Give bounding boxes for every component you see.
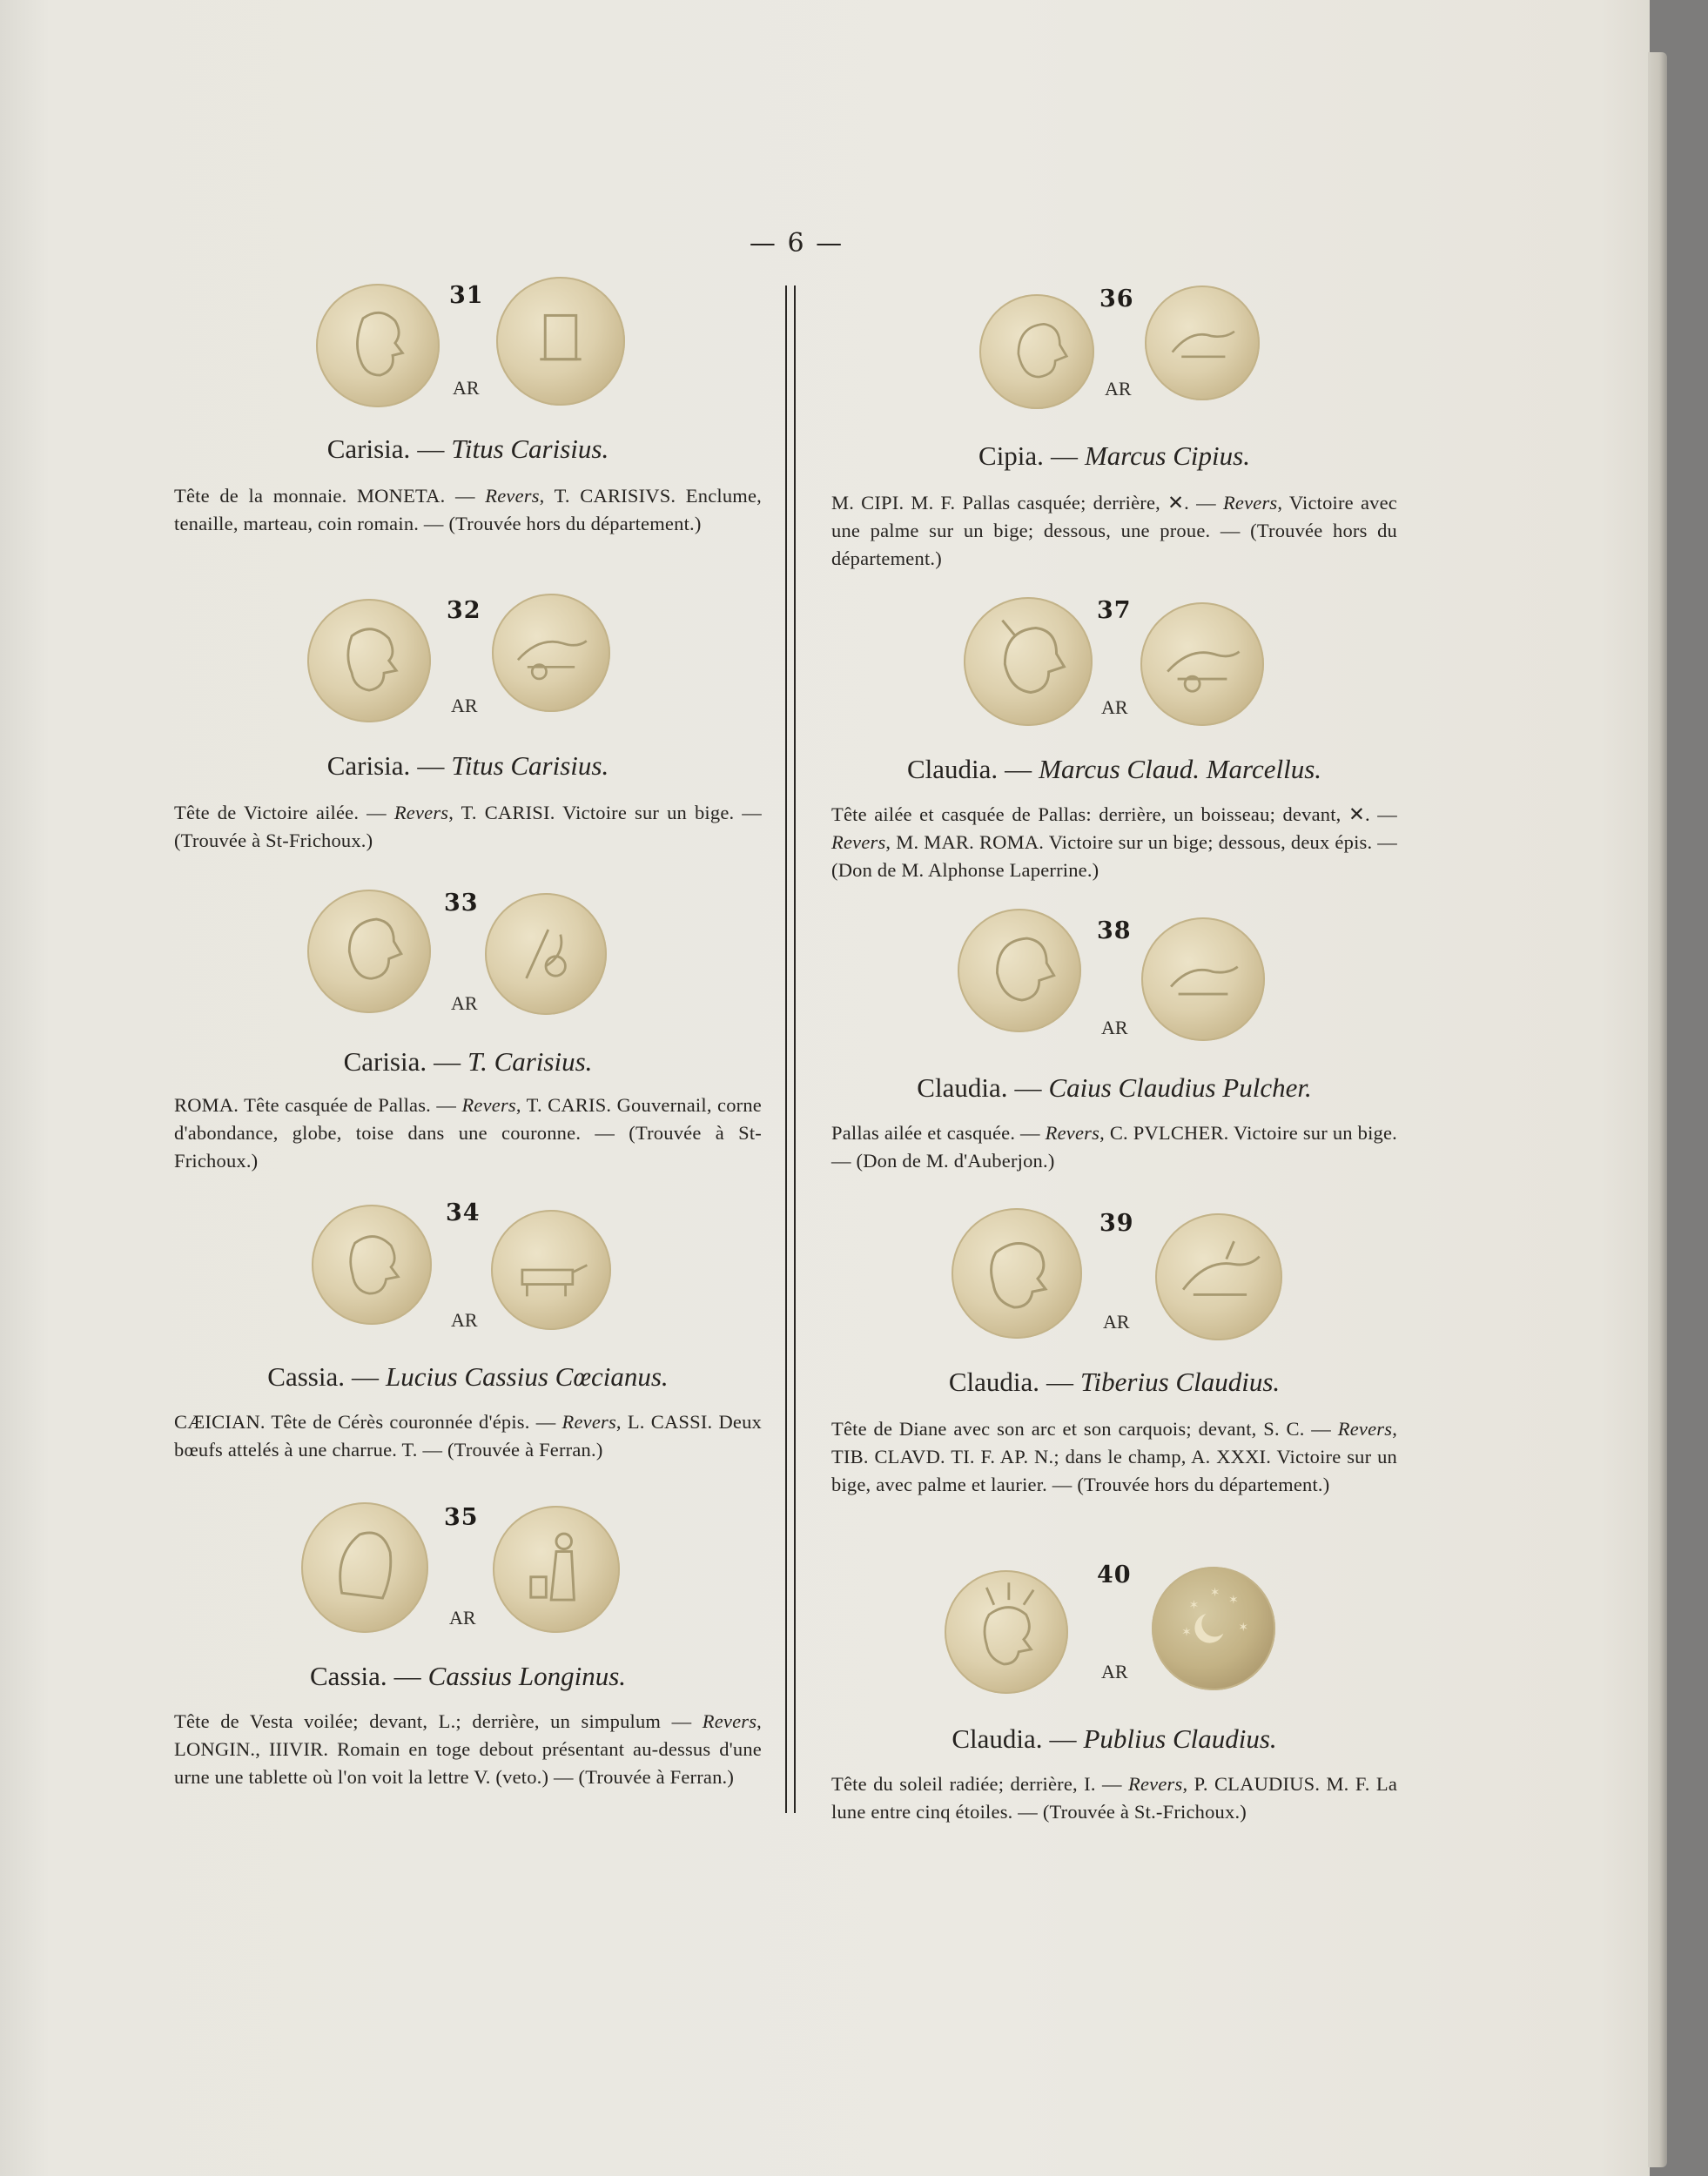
coin-images bbox=[174, 277, 762, 416]
coin-obverse-image bbox=[307, 890, 431, 1013]
description-part: Tête de Diane avec son arc et son carquois; devant, S. C. — bbox=[831, 1418, 1332, 1440]
revers-label: Revers bbox=[1128, 1773, 1183, 1795]
description-part: , L. CASSI. Deux bœufs attelés à une charrue. T. — (Trouvée à Ferran.) bbox=[174, 1411, 762, 1461]
coin-metal: AR bbox=[1101, 696, 1128, 718]
coin-reverse-image bbox=[492, 594, 610, 712]
coin-images bbox=[831, 592, 1397, 731]
family-name: Claudia. bbox=[906, 754, 999, 784]
description-part: CÆICIAN. Tête de Cérès couronnée d'épis. — bbox=[174, 1411, 556, 1433]
revers-label: Revers bbox=[831, 831, 886, 853]
coin-metal: AR bbox=[449, 1607, 476, 1629]
page-edge bbox=[1648, 52, 1667, 2167]
head-profile-icon bbox=[307, 599, 431, 722]
coin-obverse-image bbox=[958, 909, 1081, 1032]
head-profile-icon bbox=[316, 284, 440, 407]
moon-stars-icon bbox=[1152, 1567, 1275, 1690]
family-name: Claudia. bbox=[917, 1072, 1008, 1103]
coin-number: 37 bbox=[1097, 597, 1132, 624]
coin-obverse-image bbox=[945, 1570, 1068, 1694]
title-dash: — bbox=[393, 1661, 421, 1691]
entry-title bbox=[831, 1723, 1397, 1755]
oxen-plough-icon bbox=[491, 1210, 611, 1330]
coin-images bbox=[831, 280, 1397, 420]
coin-images bbox=[174, 881, 762, 1020]
coin-entry bbox=[831, 903, 1397, 1175]
entry-title bbox=[174, 1046, 762, 1078]
revers-label: Revers bbox=[1337, 1418, 1393, 1440]
coin-number: 36 bbox=[1099, 285, 1134, 312]
description-part: , T. CARIS. Gouvernail, corne d'abondance, globe, toise dans une couronne. — (Trouvée à St-Frichoux.) bbox=[174, 1094, 762, 1172]
coin-entry bbox=[831, 280, 1397, 573]
coin-metal: AR bbox=[1103, 1311, 1130, 1333]
entry-title bbox=[831, 440, 1397, 472]
description-part: , P. CLAUDIUS. M. F. La lune entre cinq étoiles. — (Trouvée à St.-Frichoux.) bbox=[831, 1773, 1397, 1823]
description-part: M. CIPI. M. F. Pallas casquée; derrière, ✕. — bbox=[831, 492, 1216, 514]
coin-metal: AR bbox=[451, 695, 478, 716]
title-dash: — bbox=[1049, 1723, 1077, 1754]
description-part: ROMA. Tête casquée de Pallas. — bbox=[174, 1094, 457, 1116]
title-dash: — bbox=[351, 1361, 379, 1392]
coin-obverse-image bbox=[301, 1502, 428, 1633]
coin-metal: AR bbox=[1101, 1661, 1128, 1682]
victory-chariot-icon bbox=[1155, 1213, 1282, 1340]
revers-label: Revers bbox=[1222, 492, 1278, 514]
coin-reverse-image bbox=[491, 1210, 611, 1330]
coin-number: 34 bbox=[446, 1199, 481, 1226]
title-dash: — bbox=[417, 750, 445, 781]
wreathed-head-icon bbox=[312, 1205, 432, 1325]
svg-text:✶: ✶ bbox=[1188, 1598, 1200, 1613]
coin-images bbox=[831, 903, 1397, 1043]
family-name: Cassia. bbox=[309, 1661, 387, 1691]
coin-metal: AR bbox=[451, 1309, 478, 1331]
coin-number: 31 bbox=[449, 282, 484, 309]
coin-reverse-image bbox=[1152, 1567, 1275, 1690]
coin-number: 39 bbox=[1099, 1210, 1134, 1237]
revers-label: Revers bbox=[461, 1094, 516, 1116]
description-part: Tête de Victoire ailée. — bbox=[174, 802, 387, 823]
coin-images bbox=[831, 1558, 1397, 1697]
coin-entry bbox=[174, 1201, 762, 1464]
coin-entry bbox=[174, 592, 762, 855]
description-part: , Victoire avec une palme sur un bige; dessous, une proue. — (Trouvée hors du département.) bbox=[831, 492, 1397, 569]
entry-title bbox=[174, 1661, 762, 1692]
entry-title bbox=[831, 1072, 1397, 1104]
title-dash: — bbox=[1046, 1367, 1074, 1397]
coin-reverse-image bbox=[485, 893, 607, 1015]
winged-helmeted-head-icon bbox=[964, 597, 1093, 726]
coin-metal: AR bbox=[451, 992, 478, 1014]
coin-entry bbox=[174, 1495, 762, 1791]
family-name: Claudia. bbox=[952, 1723, 1043, 1754]
entry-description bbox=[174, 1408, 762, 1464]
entry-description bbox=[831, 801, 1397, 884]
family-name: Carisia. bbox=[326, 750, 411, 781]
coin-entry bbox=[174, 277, 762, 538]
coin-obverse-image bbox=[964, 597, 1093, 726]
description-part: Tête du soleil radiée; derrière, I. — bbox=[831, 1773, 1122, 1795]
entry-description bbox=[174, 1091, 762, 1175]
helmeted-head-icon bbox=[307, 890, 431, 1013]
diana-head-icon bbox=[952, 1208, 1082, 1339]
chariot-icon bbox=[1141, 917, 1265, 1041]
svg-text:✶: ✶ bbox=[1238, 1620, 1249, 1635]
entry-description bbox=[174, 482, 762, 538]
helmeted-head-icon bbox=[979, 294, 1094, 409]
coin-number: 35 bbox=[444, 1504, 479, 1531]
veiled-head-icon bbox=[301, 1502, 428, 1633]
chariot-icon bbox=[492, 594, 610, 712]
moneyer-name: T. Carisius. bbox=[467, 1046, 593, 1077]
coin-obverse-image bbox=[312, 1205, 432, 1325]
description-part: Tête de Vesta voilée; devant, L.; derrière, un simpulum — bbox=[174, 1710, 692, 1732]
coin-obverse-image bbox=[952, 1208, 1082, 1339]
anvil-icon bbox=[496, 277, 625, 406]
chariot-icon bbox=[1145, 285, 1260, 400]
revers-label: Revers bbox=[1045, 1122, 1100, 1144]
winged-helmeted-head-icon bbox=[958, 909, 1081, 1032]
coin-images bbox=[831, 1201, 1397, 1340]
description-part: , T. CARISIVS. Enclume, tenaille, marteau, coin romain. — (Trouvée hors du département.) bbox=[174, 485, 762, 534]
coin-reverse-image bbox=[1140, 602, 1264, 726]
entry-description bbox=[831, 1415, 1397, 1499]
entry-description bbox=[831, 1119, 1397, 1175]
coin-obverse-image bbox=[979, 294, 1094, 409]
entry-description bbox=[831, 1770, 1397, 1826]
family-name: Carisia. bbox=[343, 1046, 427, 1077]
coin-entry bbox=[831, 592, 1397, 884]
moneyer-name: Marcus Cipius. bbox=[1084, 440, 1250, 471]
moneyer-name: Marcus Claud. Marcellus. bbox=[1039, 754, 1322, 784]
moneyer-name: Cassius Longinus. bbox=[427, 1661, 627, 1691]
coin-metal: AR bbox=[453, 377, 480, 399]
coin-number: 33 bbox=[444, 890, 479, 917]
entry-description bbox=[174, 799, 762, 855]
coin-entry bbox=[831, 1558, 1397, 1826]
coin-obverse-image bbox=[316, 284, 440, 407]
description-part: , C. PVLCHER. Victoire sur un bige. — (Don de M. d'Auberjon.) bbox=[831, 1122, 1397, 1172]
coin-entry bbox=[174, 881, 762, 1175]
coin-images bbox=[174, 592, 762, 731]
togate-figure-icon bbox=[493, 1506, 620, 1633]
coin-metal: AR bbox=[1101, 1017, 1128, 1038]
moneyer-name: Titus Carisius. bbox=[451, 750, 609, 781]
chariot-icon bbox=[1140, 602, 1264, 726]
moneyer-name: Lucius Cassius Cœcianus. bbox=[385, 1361, 669, 1392]
family-name: Claudia. bbox=[948, 1367, 1040, 1397]
coin-reverse-image bbox=[1141, 917, 1265, 1041]
revers-label: Revers bbox=[702, 1710, 757, 1732]
svg-text:✶: ✶ bbox=[1209, 1586, 1220, 1601]
coin-number: 40 bbox=[1097, 1561, 1132, 1588]
coin-reverse-image bbox=[493, 1506, 620, 1633]
title-dash: — bbox=[434, 1046, 461, 1077]
title-dash: — bbox=[1050, 440, 1078, 471]
coin-number: 32 bbox=[447, 597, 481, 624]
revers-label: Revers bbox=[393, 802, 449, 823]
description-part: , TIB. CLAVD. TI. F. AP. N.; dans le champ, A. XXXI. Victoire sur un bige, avec palme et laurier. — (Trouvée hors du département.) bbox=[831, 1418, 1398, 1495]
coin-reverse-image bbox=[1145, 285, 1260, 400]
description-part: Tête de la monnaie. MONETA. — bbox=[174, 485, 475, 507]
entry-title bbox=[174, 433, 762, 465]
moneyer-name: Caius Claudius Pulcher. bbox=[1048, 1072, 1312, 1103]
entry-title bbox=[174, 750, 762, 782]
radiate-sun-head-icon bbox=[945, 1570, 1068, 1694]
revers-label: Revers bbox=[485, 485, 540, 507]
coin-images bbox=[174, 1495, 762, 1635]
entry-title bbox=[831, 754, 1397, 785]
coin-obverse-image bbox=[307, 599, 431, 722]
svg-text:✶: ✶ bbox=[1228, 1593, 1239, 1608]
description-part: , M. MAR. ROMA. Victoire sur un bige; dessous, deux épis. — (Don de M. Alphonse Laperrine.) bbox=[831, 831, 1397, 881]
description-part: , T. CARISI. Victoire sur un bige. — (Trouvée à St-Frichoux.) bbox=[174, 802, 763, 851]
svg-text:✶: ✶ bbox=[1181, 1625, 1192, 1640]
entry-description bbox=[831, 489, 1397, 573]
coin-reverse-image bbox=[1155, 1213, 1282, 1340]
column-divider bbox=[785, 285, 796, 1813]
description-part: , LONGIN., IIIVIR. Romain en toge debout présentant au-dessus d'une urne une tablette où l'on voit la lettre V. (veto.) — (Trouvée à Ferran.) bbox=[174, 1710, 762, 1788]
moneyer-name: Tiberius Claudius. bbox=[1080, 1367, 1281, 1397]
coin-entry bbox=[831, 1201, 1397, 1499]
coin-number: 38 bbox=[1097, 917, 1132, 944]
entry-title bbox=[174, 1361, 762, 1393]
entry-description bbox=[174, 1708, 762, 1791]
family-name: Carisia. bbox=[326, 433, 411, 464]
moneyer-name: Titus Carisius. bbox=[451, 433, 609, 464]
moneyer-name: Publius Claudius. bbox=[1083, 1723, 1277, 1754]
coin-metal: AR bbox=[1105, 378, 1132, 400]
title-dash: — bbox=[1014, 1072, 1042, 1103]
coin-images bbox=[174, 1201, 762, 1340]
cornucopia-icon bbox=[485, 893, 607, 1015]
description-part: Tête ailée et casquée de Pallas: derrière, un boisseau; devant, ✕. — bbox=[831, 803, 1397, 825]
description-part: Pallas ailée et casquée. — bbox=[831, 1122, 1040, 1144]
revers-label: Revers bbox=[561, 1411, 616, 1433]
coin-reverse-image bbox=[496, 277, 625, 406]
page-number: — 6 — bbox=[749, 228, 844, 259]
family-name: Cipia. bbox=[978, 440, 1044, 471]
title-dash: — bbox=[1005, 754, 1032, 784]
entry-title bbox=[831, 1367, 1397, 1398]
title-dash: — bbox=[417, 433, 445, 464]
family-name: Cassia. bbox=[267, 1361, 345, 1392]
